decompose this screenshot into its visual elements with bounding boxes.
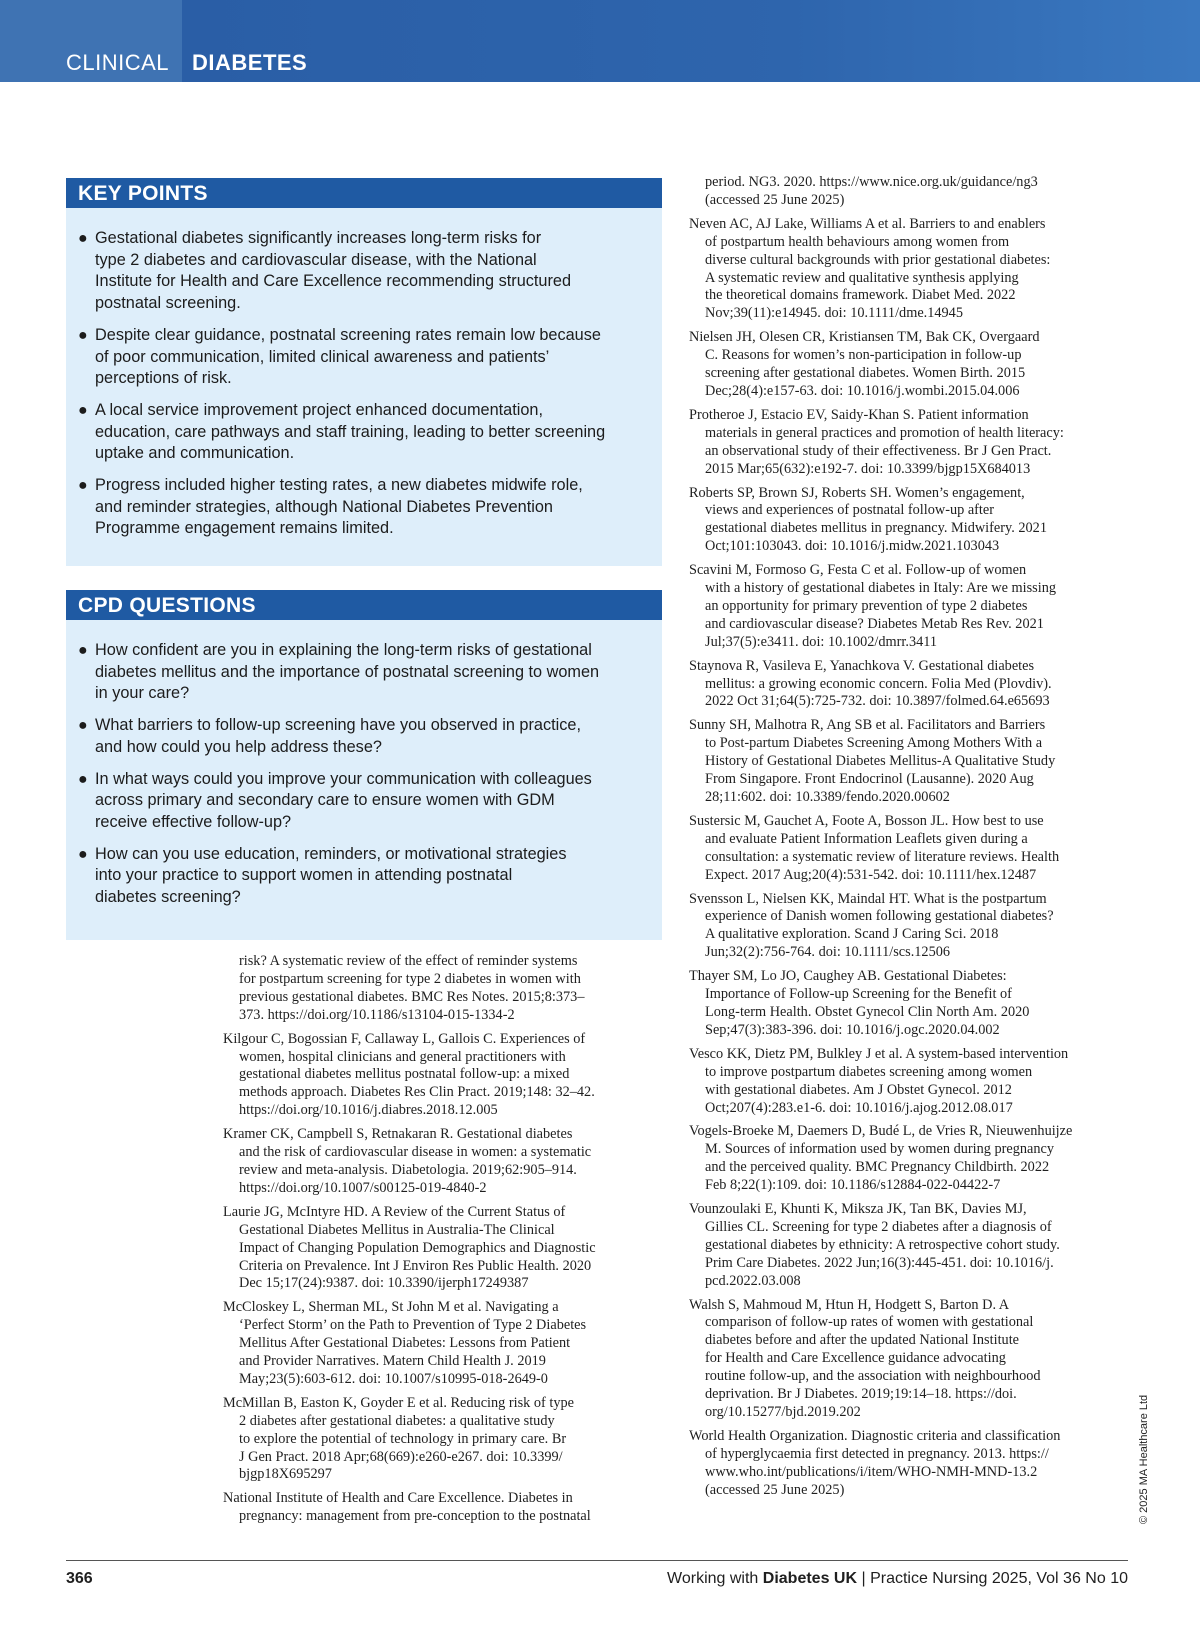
reference-line: pregnancy: management from pre-conception to the postnatal [239, 1508, 591, 1525]
reference-line: Protheroe J, Estacio EV, Saidy-Khan S. Patient information [689, 406, 1029, 423]
reference-line: comparison of follow-up rates of women with gestational [705, 1314, 1034, 1331]
bullet-item [78, 228, 652, 315]
bullet-line: into your practice to support women in attending postnatal [95, 866, 513, 885]
reference-line: Gestational Diabetes Mellitus in Australia-The Clinical [239, 1221, 555, 1238]
reference-line: A qualitative exploration. Scand J Caring Sci. 2018 [705, 926, 999, 943]
reference-line: Scavini M, Formoso G, Festa C et al. Follow-up of women [689, 562, 1027, 579]
reference-line: an observational study of their effectiveness. Br J Gen Pract. [705, 442, 1052, 459]
reference-line: with a history of gestational diabetes in Italy: Are we missing [705, 580, 1056, 597]
page-header [0, 0, 1200, 82]
reference-line: Neven AC, AJ Lake, Williams A et al. Barriers to and enablers [689, 215, 1046, 232]
bullet-line: in your care? [95, 684, 190, 703]
reference-line: for postpartum screening for type 2 diabetes in women with [239, 970, 581, 987]
reference-entry [689, 407, 1134, 479]
reference-line: Impact of Changing Population Demographics and Diagnostic [239, 1239, 596, 1256]
reference-line: Nov;39(11):e14945. doi: 10.1111/dme.14945 [705, 305, 963, 322]
bullet-line: A local service improvement project enhanced documentation, [95, 400, 543, 419]
reference-line: 28;11:602. doi: 10.3389/fendo.2020.00602 [705, 789, 950, 805]
bullet-icon: ● [78, 230, 88, 247]
bullet-line: Programme engagement remains limited. [95, 519, 394, 538]
reference-line: Staynova R, Vasileva E, Yanachkova V. Gestational diabetes [689, 657, 1035, 674]
header-topic-label: DIABETES [192, 50, 308, 75]
page-number: 366 [66, 1570, 93, 1587]
reference-line: review and meta-analysis. Diabetologia. 2019;62:905–914. [239, 1161, 577, 1178]
reference-line: mellitus: a growing economic concern. Folia Med (Plovdiv). [705, 675, 1052, 692]
reference-line: Gillies CL. Screening for type 2 diabetes after a diagnosis of [705, 1218, 1052, 1235]
reference-line: Svensson L, Nielsen KK, Maindal HT. What is the postpartum [689, 890, 1047, 907]
reference-entry [223, 1204, 663, 1294]
reference-line: Importance of Follow-up Screening for the Benefit of [705, 986, 1012, 1003]
reference-line: 2015 Mar;65(632):e192-7. doi: 10.3399/bjgp15X684013 [705, 460, 1031, 477]
reference-line: and evaluate Patient Information Leaflets given during a [705, 830, 1028, 847]
bullet-line: and how could you help address these? [95, 737, 382, 756]
reference-line: Sunny SH, Malhotra R, Ang SB et al. Facilitators and Barriers [689, 717, 1046, 734]
reference-line: with gestational diabetes. Am J Obstet Gynecol. 2012 [705, 1081, 1012, 1098]
reference-line: Vounzoulaki E, Khunti K, Miksza JK, Tan BK, Davies MJ, [689, 1201, 1027, 1218]
reference-line: Vesco KK, Dietz PM, Bulkley J et al. A system-based intervention [689, 1045, 1069, 1062]
bullet-item [78, 400, 652, 465]
reference-line: consultation: a systematic review of literature reviews. Health [705, 848, 1060, 865]
reference-line: Walsh S, Mahmoud M, Htun H, Hodgett S, Barton D. A [689, 1296, 1010, 1313]
bullet-line: Despite clear guidance, postnatal screening rates remain low because [95, 325, 601, 344]
reference-line: C. Reasons for women’s non-participation in follow-up [705, 347, 1022, 364]
reference-line: Nielsen JH, Olesen CR, Kristiansen TM, Bak CK, Overgaard [689, 329, 1040, 346]
reference-entry [689, 485, 1134, 557]
reference-line: materials in general practices and promotion of health literacy: [705, 424, 1064, 441]
reference-line: Jul;37(5):e3411. doi: 10.1002/dmrr.3411 [705, 633, 938, 650]
reference-line: of hyperglycaemia first detected in pregnancy. 2013. https:// [705, 1445, 1049, 1462]
reference-line: Dec 15;17(24):9387. doi: 10.3390/ijerph17249387 [239, 1275, 529, 1292]
side-copyright: © 2025 MA Healthcare Ltd [1138, 1394, 1150, 1524]
reference-line: and the risk of cardiovascular disease in women: a systematic [239, 1144, 592, 1161]
bullet-line: and reminder strategies, although National Diabetes Prevention [95, 497, 553, 516]
reference-entry [689, 968, 1134, 1040]
reference-line: M. Sources of information used by women during pregnancy [705, 1141, 1055, 1158]
reference-line: 373. https://doi.org/10.1186/s13104-015-1334-2 [239, 1006, 515, 1023]
reference-line: deprivation. Br J Diabetes. 2019;19:14–18. https://doi. [705, 1386, 1017, 1403]
bullet-line: education, care pathways and staff training, leading to better screening [95, 422, 606, 441]
reference-line: Feb 8;22(1):109. doi: 10.1186/s12884-022-04422-7 [705, 1177, 1001, 1194]
bullet-line: type 2 diabetes and cardiovascular disease, with the National [95, 250, 537, 269]
reference-line: https://doi.org/10.1007/s00125-019-4840-2 [239, 1179, 487, 1196]
reference-line: of postpartum health behaviours among women from [705, 233, 1010, 250]
reference-line: National Institute of Health and Care Excellence. Diabetes in [223, 1490, 573, 1507]
reference-line: From Singapore. Front Endocrinol (Lausanne). 2020 Aug [705, 771, 1034, 788]
reference-line: to Post-partum Diabetes Screening Among Mothers With a [705, 735, 1043, 752]
reference-entry [689, 216, 1134, 323]
reference-line: https://doi.org/10.1016/j.diabres.2018.12.005 [239, 1102, 498, 1119]
bullet-line: Gestational diabetes significantly increases long-term risks for [95, 229, 542, 247]
bullet-icon: ● [78, 770, 88, 788]
reference-line: (accessed 25 June 2025) [705, 191, 845, 208]
reference-line: period. NG3. 2020. https://www.nice.org.uk/guidance/ng3 [705, 174, 1038, 190]
reference-line: Criteria on Prevalence. Int J Environ Res Public Health. 2020 [239, 1257, 592, 1274]
reference-line: pcd.2022.03.008 [705, 1272, 801, 1289]
cpd-questions-title: CPD QUESTIONS [66, 590, 662, 620]
footer-prefix: Working with [667, 1570, 763, 1587]
reference-line: Oct;101:103043. doi: 10.1016/j.midw.2021.103043 [705, 538, 1000, 555]
reference-entry [223, 1490, 663, 1526]
reference-line: Laurie JG, McIntyre HD. A Review of the Current Status of [223, 1203, 566, 1220]
bullet-line: receive effective follow-up? [95, 812, 292, 831]
reference-entry [689, 813, 1134, 885]
references-left-column [223, 953, 663, 1532]
reference-entry [689, 174, 1134, 210]
reference-line: previous gestational diabetes. BMC Res Notes. 2015;8:373– [239, 988, 585, 1005]
reference-entry [689, 329, 1134, 401]
reference-line: McCloskey L, Sherman ML, St John M et al. Navigating a [223, 1299, 559, 1316]
bullet-line: diabetes screening? [95, 888, 241, 907]
reference-line: McMillan B, Easton K, Goyder E et al. Reducing risk of type [223, 1394, 574, 1411]
reference-line: routine follow-up, and the association with neighbourhood [705, 1368, 1041, 1385]
reference-line: (accessed 25 June 2025) [705, 1481, 845, 1498]
bullet-line: How can you use education, reminders, or motivational strategies [95, 844, 567, 863]
bullet-icon: ● [78, 717, 88, 735]
reference-line: 2 diabetes after gestational diabetes: a qualitative study [239, 1412, 555, 1429]
bullet-icon: ● [78, 326, 88, 344]
reference-line: for Health and Care Excellence guidance advocating [705, 1350, 1006, 1367]
reference-line: gestational diabetes mellitus in pregnancy. Midwifery. 2021 [705, 520, 1047, 537]
bullet-icon: ● [78, 642, 88, 659]
reference-line: to improve postpartum diabetes screening among women [705, 1063, 1033, 1080]
bullet-line: Progress included higher testing rates, a new diabetes midwife role, [95, 476, 583, 495]
reference-line: Vogels-Broeke M, Daemers D, Budé L, de Vries R, Nieuwenhuijze [689, 1123, 1073, 1140]
reference-line: Sustersic M, Gauchet A, Foote A, Bosson JL. How best to use [689, 812, 1044, 829]
bullet-icon: ● [78, 401, 88, 419]
reference-line: to explore the potential of technology in primary care. Br [239, 1430, 567, 1447]
bullet-line: diabetes mellitus and the importance of postnatal screening to women [95, 662, 600, 681]
reference-line: Expect. 2017 Aug;20(4):531-542. doi: 10.1111/hex.12487 [705, 866, 1037, 883]
reference-entry [689, 1297, 1134, 1422]
reference-line: views and experiences of postnatal follow-up after [705, 502, 995, 519]
bullet-line: across primary and secondary care to ensure women with GDM [95, 791, 555, 810]
reference-line: J Gen Pract. 2018 Apr;68(669):e260-e267. doi: 10.3399/ [239, 1448, 563, 1465]
reference-line: bjgp18X695297 [239, 1466, 332, 1483]
reference-entry [223, 953, 663, 1025]
bullet-line: What barriers to follow-up screening have you observed in practice, [95, 716, 581, 735]
header-topic-block [182, 0, 1200, 82]
bullet-line: Institute for Health and Care Excellence recommending structured [95, 272, 572, 291]
reference-line: Mellitus After Gestational Diabetes: Lessons from Patient [239, 1335, 571, 1352]
cpd-questions-list [66, 620, 662, 909]
reference-line: the theoretical domains framework. Diabet Med. 2022 [705, 287, 1016, 304]
reference-line: experience of Danish women following gestational diabetes? [705, 908, 1054, 925]
reference-line: Thayer SM, Lo JO, Caughey AB. Gestational Diabetes: [689, 968, 1007, 985]
reference-line: diverse cultural backgrounds with prior gestational diabetes: [705, 251, 1051, 268]
reference-entry [223, 1031, 663, 1121]
reference-entry [223, 1126, 663, 1198]
bullet-item [78, 844, 652, 909]
reference-entry [689, 1201, 1134, 1291]
reference-entry [689, 562, 1134, 652]
reference-entry [689, 717, 1134, 807]
reference-line: History of Gestational Diabetes Mellitus-A Qualitative Study [705, 753, 1056, 770]
reference-line: and the perceived quality. BMC Pregnancy Childbirth. 2022 [705, 1159, 1050, 1176]
reference-line: World Health Organization. Diagnostic criteria and classification [689, 1427, 1061, 1444]
reference-entry [689, 1046, 1134, 1118]
reference-line: diabetes before and after the updated National Institute [705, 1332, 1020, 1349]
reference-line: Dec;28(4):e157-63. doi: 10.1016/j.wombi.2015.04.006 [705, 382, 1020, 399]
references-right-column [689, 174, 1134, 1506]
key-points-box [66, 178, 662, 566]
reference-line: Prim Care Diabetes. 2022 Jun;16(3):445-451. doi: 10.1016/j. [705, 1254, 1054, 1271]
bullet-line: uptake and communication. [95, 444, 295, 463]
reference-line: women, hospital clinicians and general practitioners with [239, 1048, 566, 1065]
cpd-questions-box [66, 590, 662, 940]
bullet-line: of poor communication, limited clinical awareness and patients’ [95, 347, 550, 366]
reference-line: Kilgour C, Bogossian F, Callaway L, Gallois C. Experiences of [223, 1030, 586, 1047]
bullet-line: How confident are you in explaining the long-term risks of gestational [95, 641, 592, 659]
reference-line: gestational diabetes by ethnicity: A retrospective cohort study. [705, 1236, 1060, 1253]
reference-entry [689, 891, 1134, 963]
bullet-line: In what ways could you improve your communication with colleagues [95, 769, 592, 788]
footer-brand: Diabetes UK [762, 1570, 858, 1587]
reference-line: Sep;47(3):383-396. doi: 10.1016/j.ogc.2020.04.002 [705, 1021, 1000, 1038]
reference-line: 2022 Oct 31;64(5):725-732. doi: 10.3897/folmed.64.e65693 [705, 693, 1050, 710]
reference-line: A systematic review and qualitative synthesis applying [705, 269, 1019, 286]
reference-line: Kramer CK, Campbell S, Retnakaran R. Gestational diabetes [223, 1126, 573, 1143]
reference-entry [223, 1395, 663, 1485]
footer-suffix: | Practice Nursing 2025, Vol 36 No 10 [857, 1570, 1128, 1587]
bullet-item [78, 325, 652, 390]
reference-line: ‘Perfect Storm’ on the Path to Prevention of Type 2 Diabetes [239, 1317, 587, 1334]
header-section-label: CLINICAL [66, 50, 170, 75]
reference-line: Oct;207(4):283.e1-6. doi: 10.1016/j.ajog.2012.08.017 [705, 1099, 1013, 1116]
bullet-item [78, 640, 652, 705]
reference-entry [689, 658, 1134, 712]
reference-line: May;23(5):603-612. doi: 10.1007/s10995-018-2649-0 [239, 1370, 548, 1387]
reference-entry [689, 1428, 1134, 1500]
reference-line: Long-term Health. Obstet Gynecol Clin North Am. 2020 [705, 1003, 1030, 1020]
bullet-item [78, 475, 652, 540]
reference-line: www.who.int/publications/i/item/WHO-NMH-MND-13.2 [705, 1463, 1038, 1480]
reference-entry [689, 1123, 1134, 1195]
reference-line: an opportunity for primary prevention of type 2 diabetes [705, 597, 1028, 614]
footer-rule [66, 1560, 1128, 1561]
bullet-item [78, 769, 652, 834]
reference-line: and Provider Narratives. Matern Child Health J. 2019 [239, 1353, 546, 1370]
reference-line: gestational diabetes mellitus postnatal follow-up: a mixed [239, 1066, 570, 1083]
reference-line: screening after gestational diabetes. Women Birth. 2015 [705, 365, 1026, 382]
key-points-title: KEY POINTS [66, 178, 662, 208]
reference-line: Roberts SP, Brown SJ, Roberts SH. Women’s engagement, [689, 484, 1025, 501]
bullet-icon: ● [78, 477, 88, 495]
reference-line: Jun;32(2):756-764. doi: 10.1111/scs.12506 [705, 944, 951, 961]
reference-line: org/10.15277/bjd.2019.202 [705, 1404, 861, 1420]
bullet-line: postnatal screening. [95, 294, 241, 313]
bullet-line: perceptions of risk. [95, 369, 232, 388]
bullet-icon: ● [78, 845, 88, 863]
reference-entry [223, 1299, 663, 1389]
reference-line: methods approach. Diabetes Res Clin Pract. 2019;148: 32–42. [239, 1084, 595, 1101]
key-points-list [66, 208, 662, 540]
bullet-item [78, 715, 652, 758]
reference-line: and cardiovascular disease? Diabetes Metab Res Rev. 2021 [705, 615, 1044, 632]
footer-journal [667, 1570, 1128, 1588]
reference-line: risk? A systematic review of the effect of reminder systems [239, 953, 578, 969]
